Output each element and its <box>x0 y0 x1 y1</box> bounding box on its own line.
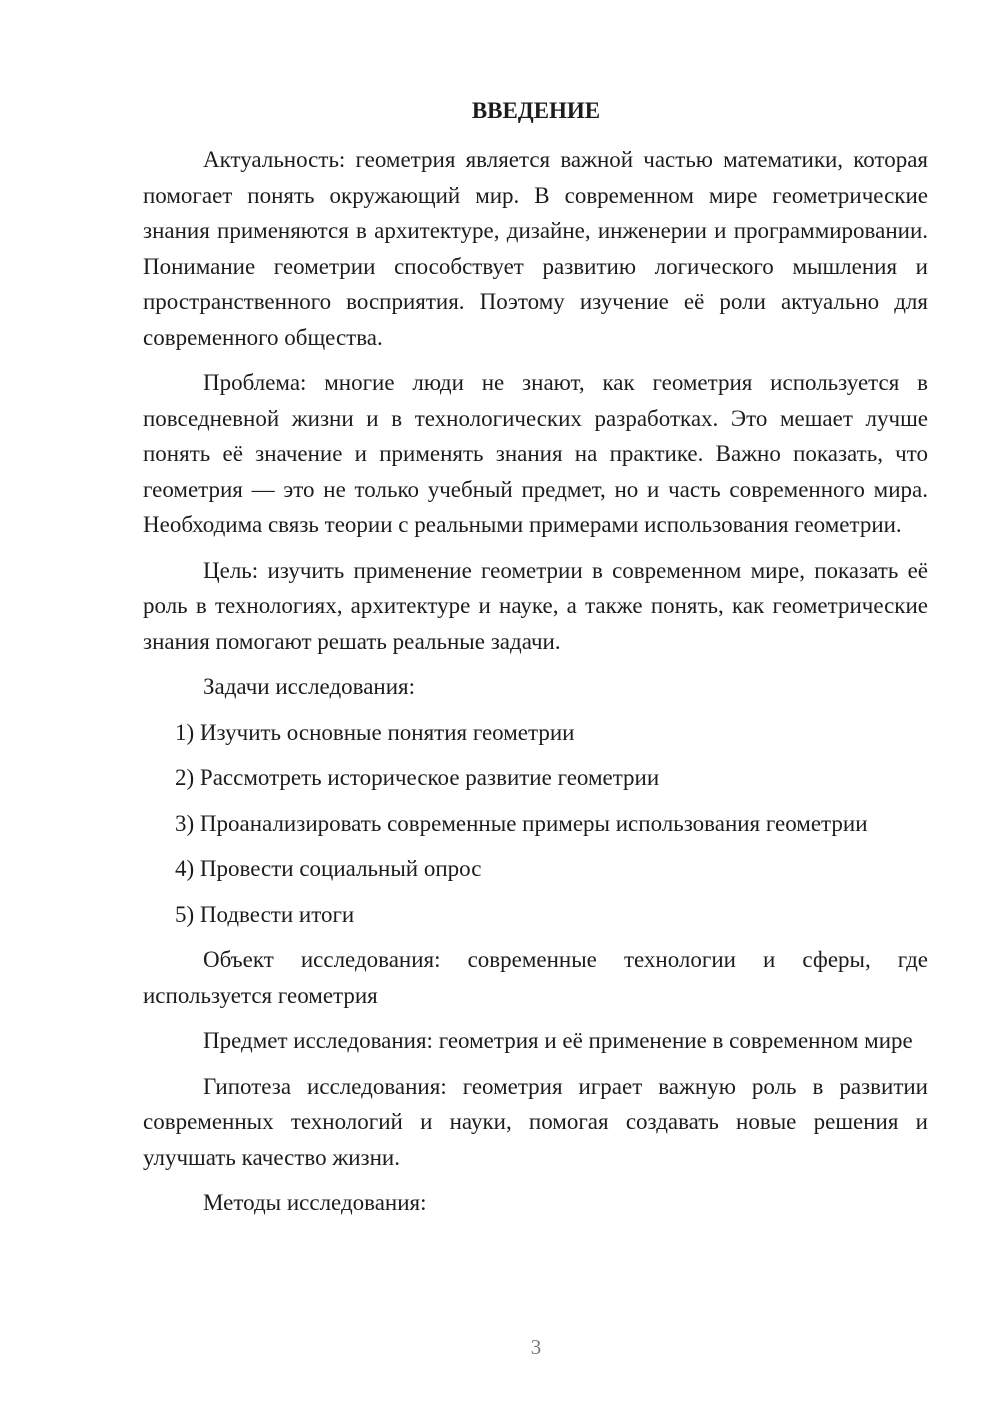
document-body <box>143 142 928 1231</box>
task-list-item-3: 3) Проанализировать современные примеры использования геометрии <box>175 810 868 836</box>
task-list-item-4: 4) Провести социальный опрос <box>175 856 482 881</box>
task-list-item-5: 5) Подвести итоги <box>175 901 355 927</box>
task-list-item-2: 2) Рассмотреть историческое развитие геометрии <box>175 765 660 790</box>
section-title: ВВЕДЕНИЕ <box>471 98 601 123</box>
paragraph-hypothesis: Гипотеза исследования: геометрия играет важную роль в развитии современных технологий и науки, помогая создавать новые решения и улучшать качество жизни. <box>143 1073 928 1170</box>
paragraph-subject: Предмет исследования: геометрия и её применение в современном мире <box>203 1028 913 1053</box>
paragraph-methods-heading: Методы исследования: <box>203 1190 427 1215</box>
paragraph-tasks-heading: Задачи исследования: <box>203 674 416 699</box>
task-list-item-1: 1) Изучить основные понятия геометрии <box>175 719 575 745</box>
paragraph-problem: Проблема: многие люди не знают, как геометрия используется в повседневной жизни и в технологических разработках. Это мешает лучше понять её значение и применять знания на практике. Важно показать, что геометрия — это не только учебный предмет, но и часть современного мира. Необходима связь теории с реальными примерами использования геометрии. <box>143 370 928 537</box>
paragraph-relevance: Актуальность: геометрия является важной частью математики, которая помогает понять окружающий мир. В современном мире геометрические знания применяются в архитектуре, дизайне, инженерии и программировании. Понимание геометрии способствует развитию логического мышления и пространственного восприятия. Поэтому изучение её роли актуально для современного общества. <box>143 147 928 350</box>
paragraph-goal: Цель: изучить применение геометрии в современном мире, показать её роль в технологиях, архитектуре и науке, а также понять, как геометрические знания помогают решать реальные задачи. <box>143 557 928 654</box>
paragraph-object: Объект исследования: современные технологии и сферы, где используется геометрия <box>143 947 928 1008</box>
page-number: 3 <box>530 1335 542 1359</box>
